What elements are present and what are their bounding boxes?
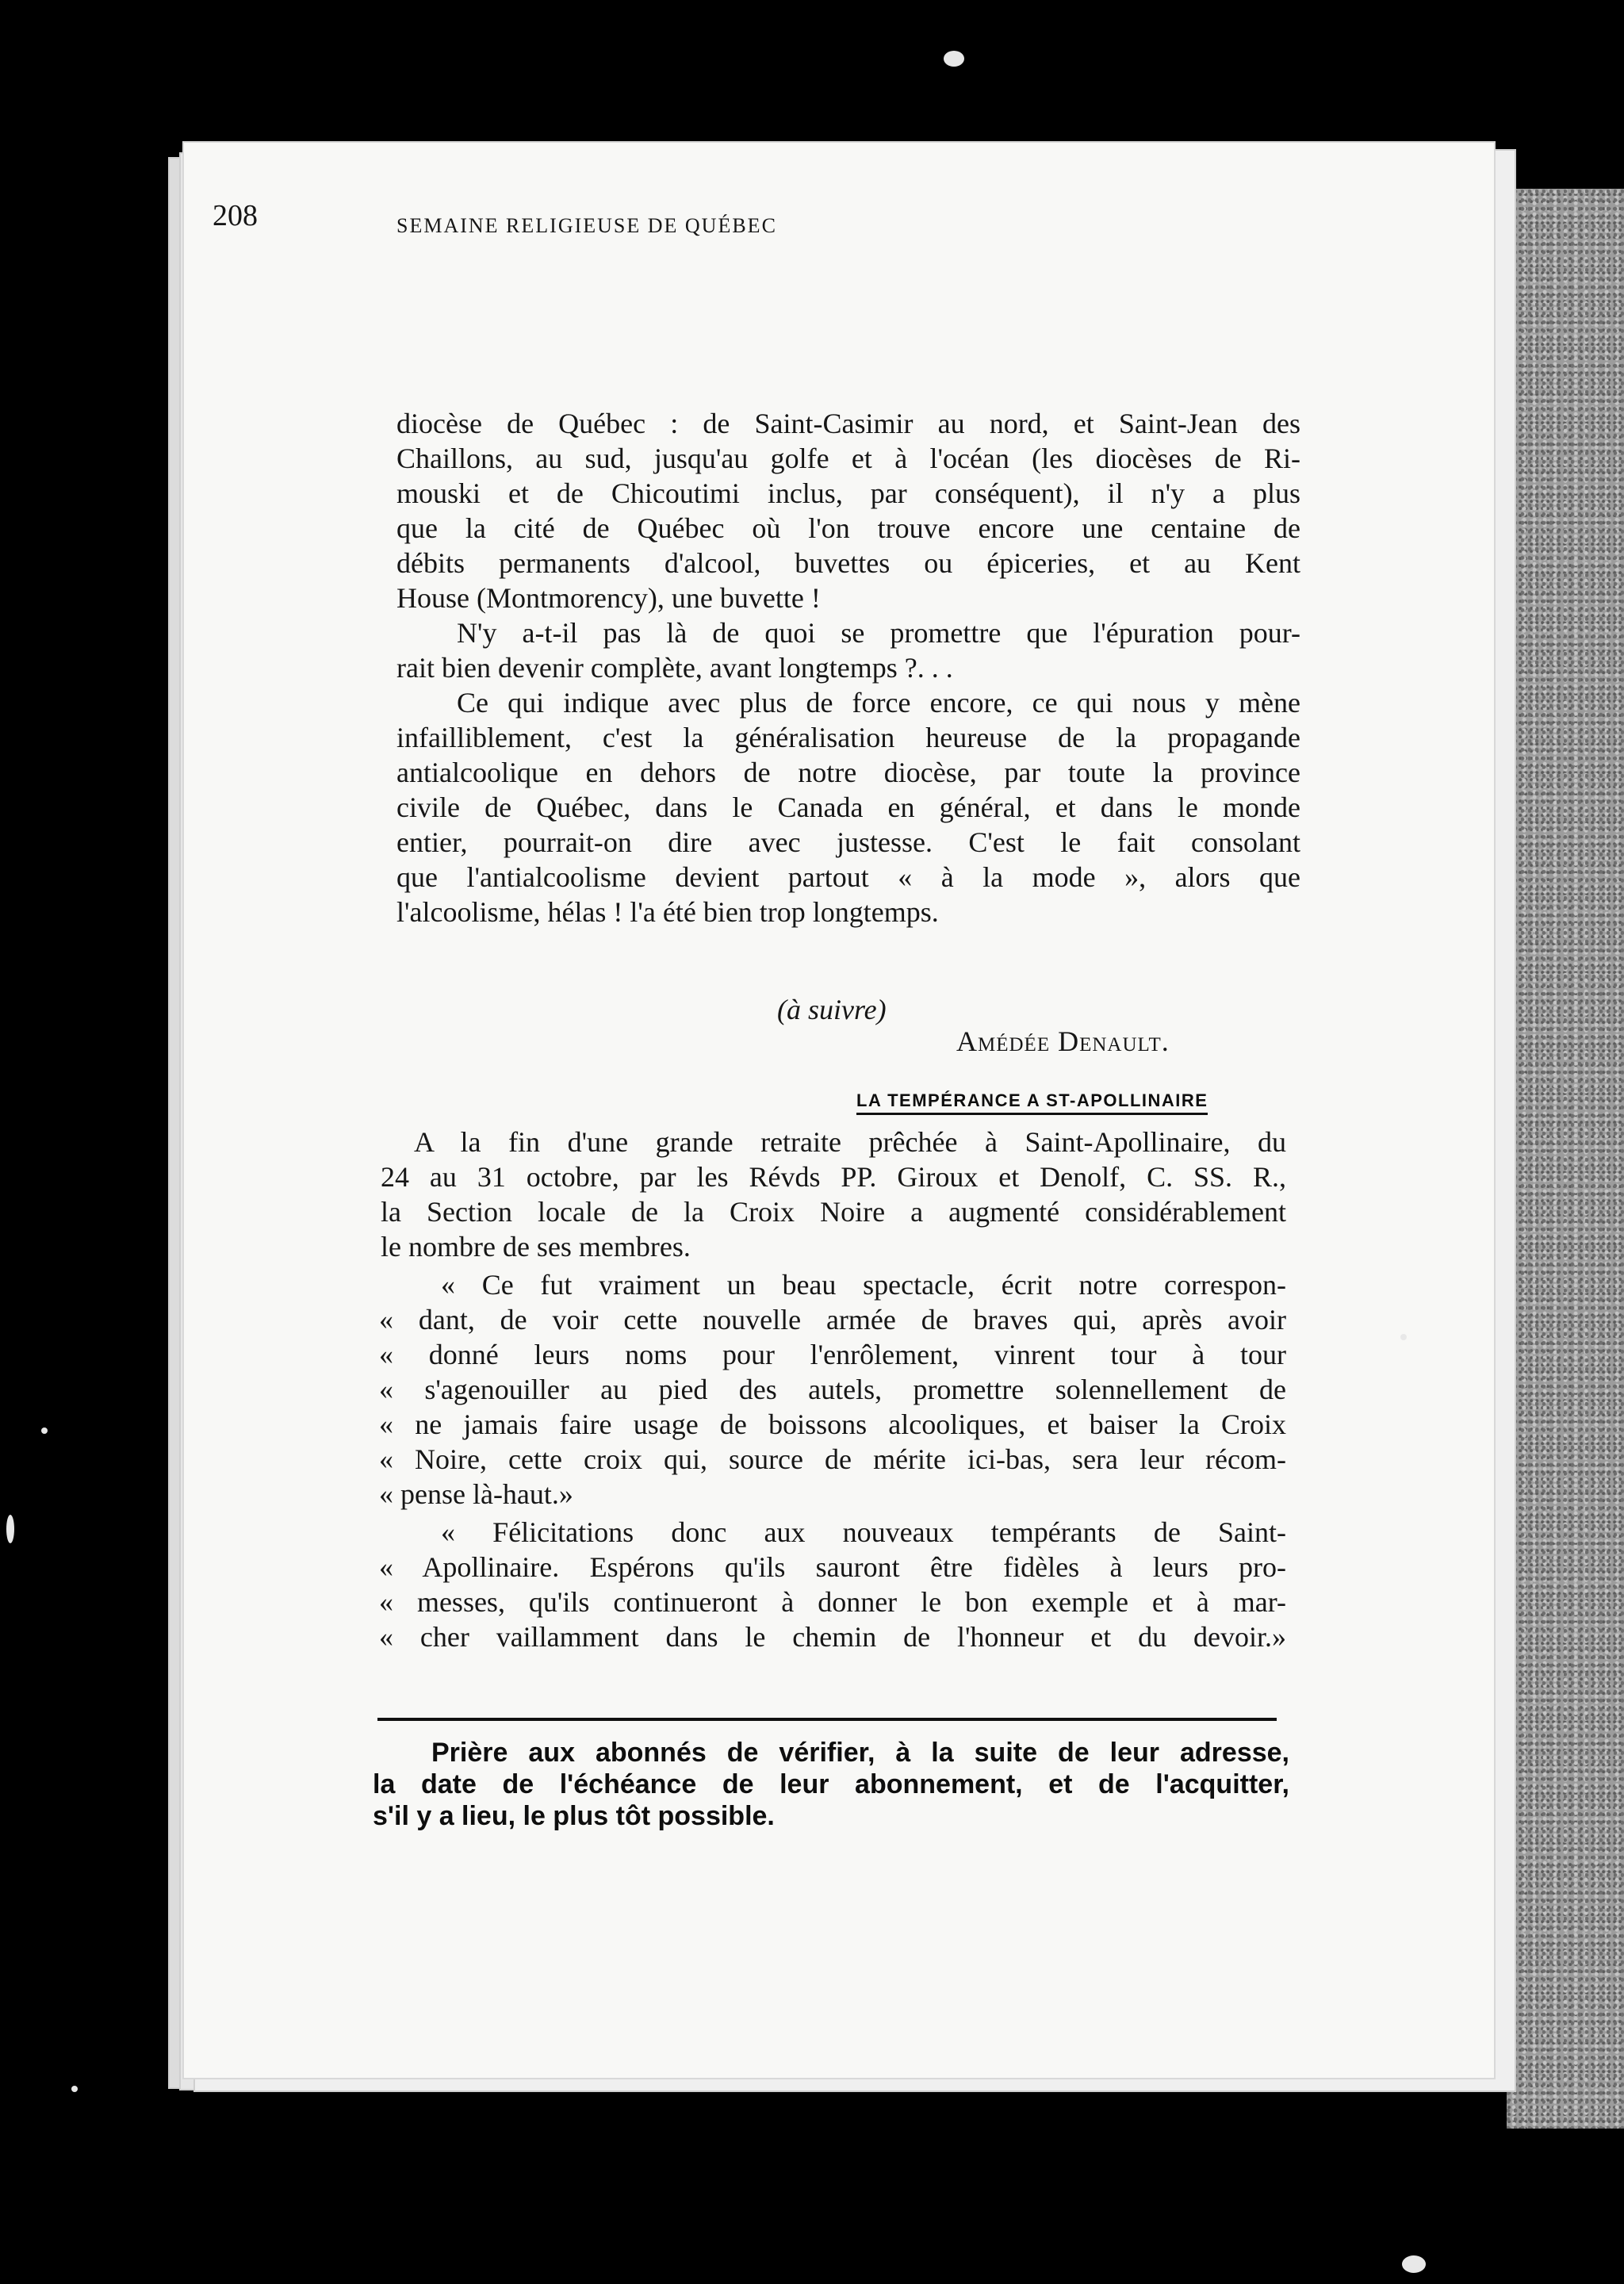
text-line: la Section locale de la Croix Noire a augmenté considérablement	[381, 1196, 1286, 1228]
text-line: « ne jamais faire usage de boissons alcooliques, et baiser la Croix	[379, 1408, 1286, 1440]
text-line: le nombre de ses membres.	[381, 1231, 691, 1263]
horizontal-rule	[377, 1718, 1277, 1721]
text-line: infailliblement, c'est la généralisation heureuse de la propagande	[396, 722, 1300, 753]
notice-line: la date de l'échéance de leur abonnement, et de l'acquitter,	[373, 1769, 1289, 1799]
notice-line: Prière aux abonnés de vérifier, à la suite de leur adresse,	[431, 1738, 1289, 1768]
text-line: civile de Québec, dans le Canada en général, et dans le monde	[396, 791, 1300, 823]
section-title: LA TEMPÉRANCE A ST-APOLLINAIRE	[856, 1090, 1208, 1115]
page-number: 208	[213, 199, 258, 232]
scan-speck	[1402, 2255, 1426, 2273]
text-line: N'y a-t-il pas là de quoi se promettre que l'épuration pour-	[457, 617, 1300, 649]
text-line: « cher vaillamment dans le chemin de l'honneur et du devoir.»	[379, 1621, 1286, 1653]
text-line: « Félicitations donc aux nouveaux tempérants de Saint-	[441, 1516, 1286, 1548]
text-line: 24 au 31 octobre, par les Révds PP. Giroux et Denolf, C. SS. R.,	[381, 1161, 1286, 1193]
speckled-board	[1507, 189, 1624, 2129]
text-line: que l'antialcoolisme devient partout « à la mode », alors que	[396, 861, 1300, 893]
text-line: Ce qui indique avec plus de force encore, ce qui nous y mène	[457, 687, 1300, 719]
author-signature: Amédée Denault.	[956, 1025, 1170, 1057]
scan-speck	[6, 1515, 14, 1543]
text-line: antialcoolique en dehors de notre diocèse, par toute la province	[396, 757, 1300, 788]
text-line: « Apollinaire. Espérons qu'ils sauront être fidèles à leurs pro-	[379, 1551, 1286, 1583]
text-line: entier, pourrait-on dire avec justesse. C'est le fait consolant	[396, 826, 1300, 858]
text-line: « Noire, cette croix qui, source de mérite ici-bas, sera leur récom-	[379, 1443, 1286, 1475]
text-line: « s'agenouiller au pied des autels, promettre solennellement de	[379, 1374, 1286, 1405]
scan-speck	[71, 2086, 78, 2092]
scan-speck	[1400, 1334, 1407, 1340]
text-line: mouski et de Chicoutimi inclus, par conséquent), il n'y a plus	[396, 477, 1300, 509]
running-head: SEMAINE RELIGIEUSE DE QUÉBEC	[396, 214, 777, 237]
text-line: l'alcoolisme, hélas ! l'a été bien trop longtemps.	[396, 896, 939, 928]
text-line: rait bien devenir complète, avant longtemps ?. . .	[396, 652, 953, 684]
text-line: débits permanents d'alcool, buvettes ou épiceries, et au Kent	[396, 547, 1300, 579]
text-line: Chaillons, au sud, jusqu'au golfe et à l'océan (les diocèses de Ri-	[396, 443, 1300, 474]
text-line: « messes, qu'ils continueront à donner le bon exemple et à mar-	[379, 1586, 1286, 1618]
notice-line: s'il y a lieu, le plus tôt possible.	[373, 1801, 775, 1831]
text-line: House (Montmorency), une buvette !	[396, 582, 821, 614]
text-line: « dant, de voir cette nouvelle armée de braves qui, après avoir	[379, 1304, 1286, 1336]
to-follow-note: (à suivre)	[777, 994, 887, 1025]
text-line: « pense là-haut.»	[379, 1478, 573, 1510]
scan-speck	[41, 1428, 48, 1434]
text-line: diocèse de Québec : de Saint-Casimir au nord, et Saint-Jean des	[396, 408, 1300, 439]
text-line: A la fin d'une grande retraite prêchée à Saint-Apollinaire, du	[414, 1126, 1286, 1158]
text-line: que la cité de Québec où l'on trouve encore une centaine de	[396, 512, 1300, 544]
text-line: « Ce fut vraiment un beau spectacle, écrit notre correspon-	[441, 1269, 1286, 1301]
scan-speck	[944, 51, 964, 67]
text-line: « donné leurs noms pour l'enrôlement, vinrent tour à tour	[379, 1339, 1286, 1370]
